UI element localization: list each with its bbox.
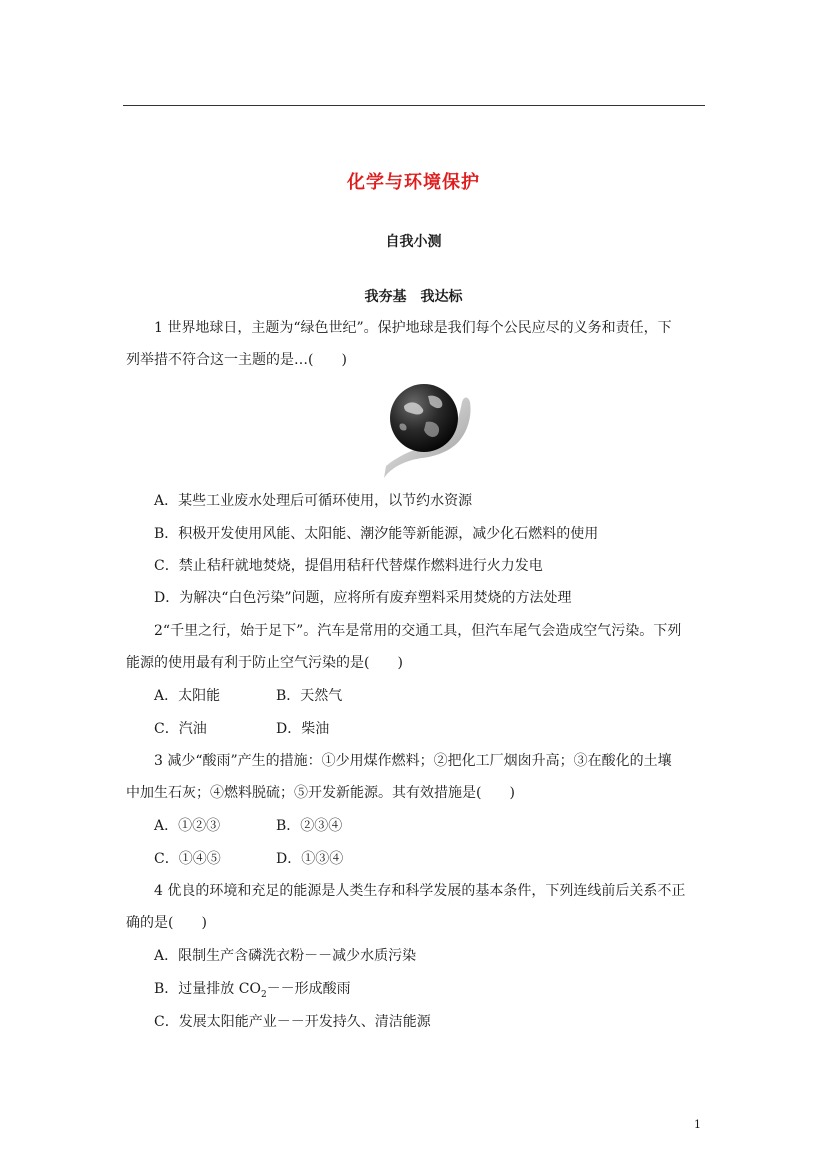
section-heading-self-test: 自我小测 xyxy=(385,234,442,250)
document-title: 化学与环境保护 xyxy=(347,172,480,193)
question-3-option-c: C．①④⑤ xyxy=(154,851,221,867)
question-1-option-c: C．禁止秸秆就地焚烧，提倡用秸秆代替煤作燃料进行火力发电 xyxy=(154,558,543,574)
question-2-option-c: C．汽油 xyxy=(154,721,207,737)
page-number: 1 xyxy=(694,1118,701,1131)
question-4-option-b xyxy=(154,978,351,1000)
question-4-option-c: C．发展太阳能产业－－开发持久、清洁能源 xyxy=(154,1014,431,1030)
question-1-text-line-1: 1 世界地球日，主题为“绿色世纪”。保护地球是我们每个公民应尽的义务和责任，下 xyxy=(154,320,672,336)
question-1-option-d: D．为解决“白色污染”问题，应将所有废弃塑料采用焚烧的方法处理 xyxy=(154,590,572,606)
globe-in-hand-icon xyxy=(382,382,478,478)
question-1-option-a: A．某些工业废水处理后可循环使用，以节约水资源 xyxy=(154,493,473,509)
question-3-option-d: D．①③④ xyxy=(276,851,344,867)
question-2-option-a: A．太阳能 xyxy=(154,688,221,704)
option-b-suffix: －－形成酸雨 xyxy=(266,981,351,997)
question-1-option-b: B．积极开发使用风能、太阳能、潮汐能等新能源，减少化石燃料的使用 xyxy=(154,526,599,542)
question-1-text-line-2: 列举措不符合这一主题的是…( ) xyxy=(126,352,347,368)
question-2-text-line-1: 2“千里之行，始于足下”。汽车是常用的交通工具，但汽车尾气会造成空气污染。下列 xyxy=(154,623,682,639)
header-rule xyxy=(123,105,705,106)
question-2-text-line-2: 能源的使用最有利于防止空气污染的是( ) xyxy=(126,655,403,671)
option-b-prefix: B．过量排放 CO xyxy=(154,981,261,997)
question-3-option-a: A．①②③ xyxy=(154,818,221,834)
question-3-option-b: B．②③④ xyxy=(276,818,343,834)
question-4-text-line-1: 4 优良的环境和充足的能源是人类生存和科学发展的基本条件，下列连线前后关系不正 xyxy=(154,883,686,899)
question-2-option-b: B．天然气 xyxy=(276,688,343,704)
section-heading-basics: 我夯基 我达标 xyxy=(364,289,463,305)
question-3-text-line-1: 3 减少“酸雨”产生的措施：①少用煤作燃料；②把化工厂烟囱升高；③在酸化的土壤 xyxy=(154,753,672,769)
co2-subscript: 2 xyxy=(260,989,267,1000)
question-3-text-line-2: 中加生石灰；④燃料脱硫；⑤开发新能源。其有效措施是( ) xyxy=(126,785,515,801)
question-4-option-a: A．限制生产含磷洗衣粉－－减少水质污染 xyxy=(154,948,417,964)
question-2-option-d: D．柴油 xyxy=(276,721,330,737)
question-4-text-line-2: 确的是( ) xyxy=(126,915,207,931)
